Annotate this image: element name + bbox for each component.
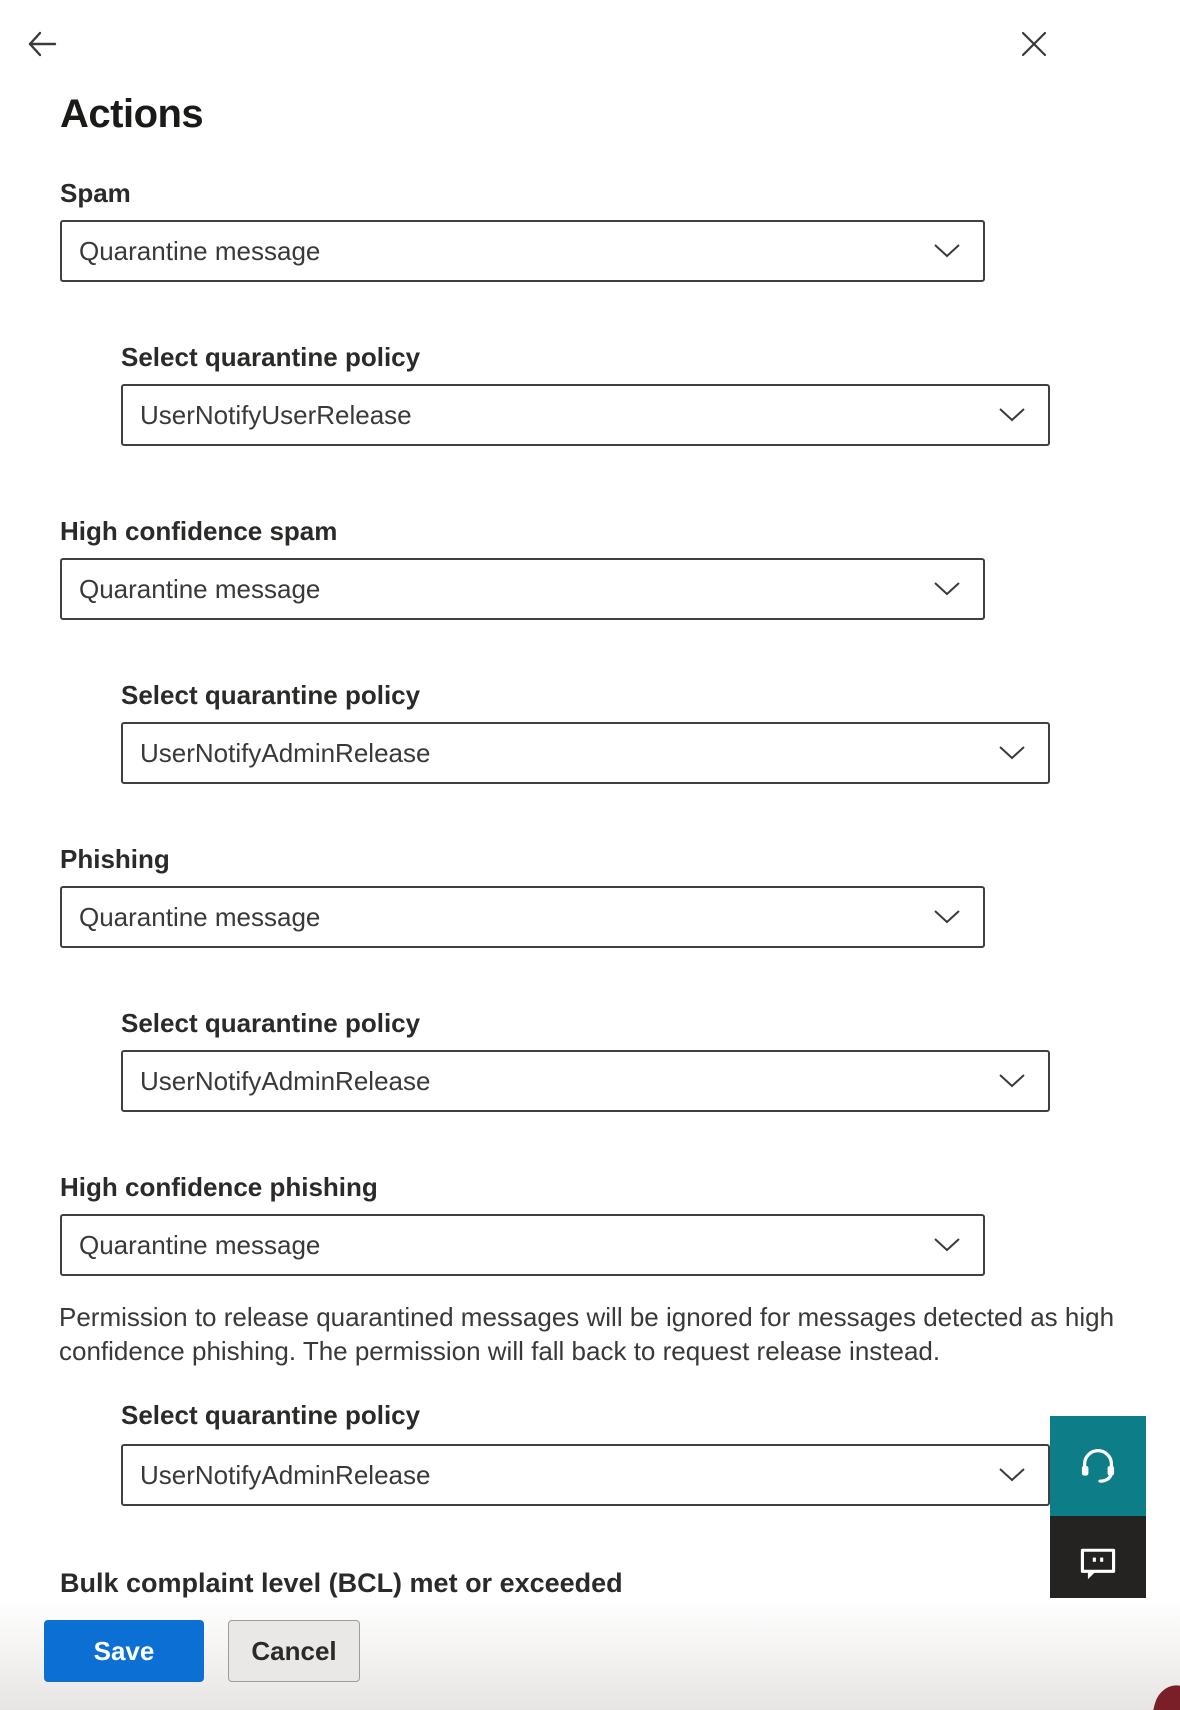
high-confidence-spam-label: High confidence spam: [60, 516, 338, 546]
feedback-button[interactable]: [1050, 1516, 1146, 1611]
dropdown-value: UserNotifyAdminRelease: [140, 737, 431, 768]
high-confidence-phishing-label: High confidence phishing: [60, 1172, 378, 1202]
chevron-down-icon: [933, 1237, 961, 1253]
chevron-down-icon: [998, 1073, 1026, 1089]
cancel-button[interactable]: Cancel: [228, 1620, 360, 1682]
high-confidence-phishing-note: Permission to release quarantined messages will be ignored for messages detected as high confidence phishing. The permission will fall back to request release instead.: [59, 1302, 1115, 1366]
dropdown-value: Quarantine message: [79, 235, 321, 266]
dropdown-value: UserNotifyUserRelease: [140, 399, 412, 430]
phishing-policy-label: Select quarantine policy: [121, 1008, 421, 1038]
dropdown-value: UserNotifyAdminRelease: [140, 1065, 431, 1096]
phishing-action-dropdown[interactable]: [60, 886, 985, 948]
high-confidence-phishing-action-dropdown[interactable]: [60, 1214, 985, 1276]
chevron-down-icon: [933, 243, 961, 259]
dropdown-value: UserNotifyAdminRelease: [140, 1459, 431, 1490]
phishing-label: Phishing: [60, 844, 170, 874]
chevron-down-icon: [933, 909, 961, 925]
footer-bar: [0, 1598, 1180, 1710]
chevron-down-icon: [998, 407, 1026, 423]
spam-policy-label: Select quarantine policy: [121, 342, 421, 372]
spam-label: Spam: [60, 178, 131, 208]
dropdown-value: Quarantine message: [79, 901, 321, 932]
save-button[interactable]: Save: [44, 1620, 204, 1682]
help-button[interactable]: [1050, 1416, 1146, 1516]
chevron-down-icon: [933, 581, 961, 597]
high-confidence-spam-policy-label: Select quarantine policy: [121, 680, 421, 710]
phishing-policy-dropdown[interactable]: [121, 1050, 1050, 1112]
chat-icon: [1076, 1542, 1120, 1586]
chevron-down-icon: [998, 1467, 1026, 1483]
chevron-down-icon: [998, 745, 1026, 761]
bulk-complaint-level-label: Bulk complaint level (BCL) met or exceeded: [60, 1568, 623, 1598]
close-button[interactable]: [1014, 24, 1054, 64]
spam-policy-dropdown[interactable]: [121, 384, 1050, 446]
page-title: Actions: [60, 92, 204, 136]
headset-icon: [1075, 1443, 1121, 1489]
high-confidence-spam-policy-dropdown[interactable]: [121, 722, 1050, 784]
dropdown-value: Quarantine message: [79, 1229, 321, 1260]
high-confidence-spam-action-dropdown[interactable]: [60, 558, 985, 620]
high-confidence-phishing-policy-dropdown[interactable]: [121, 1444, 1050, 1506]
close-icon: [1019, 29, 1049, 59]
dropdown-value: Quarantine message: [79, 573, 321, 604]
spam-action-dropdown[interactable]: [60, 220, 985, 282]
arrow-left-icon: [24, 26, 60, 62]
high-confidence-phishing-policy-label: Select quarantine policy: [121, 1400, 421, 1430]
back-button[interactable]: [22, 24, 62, 64]
